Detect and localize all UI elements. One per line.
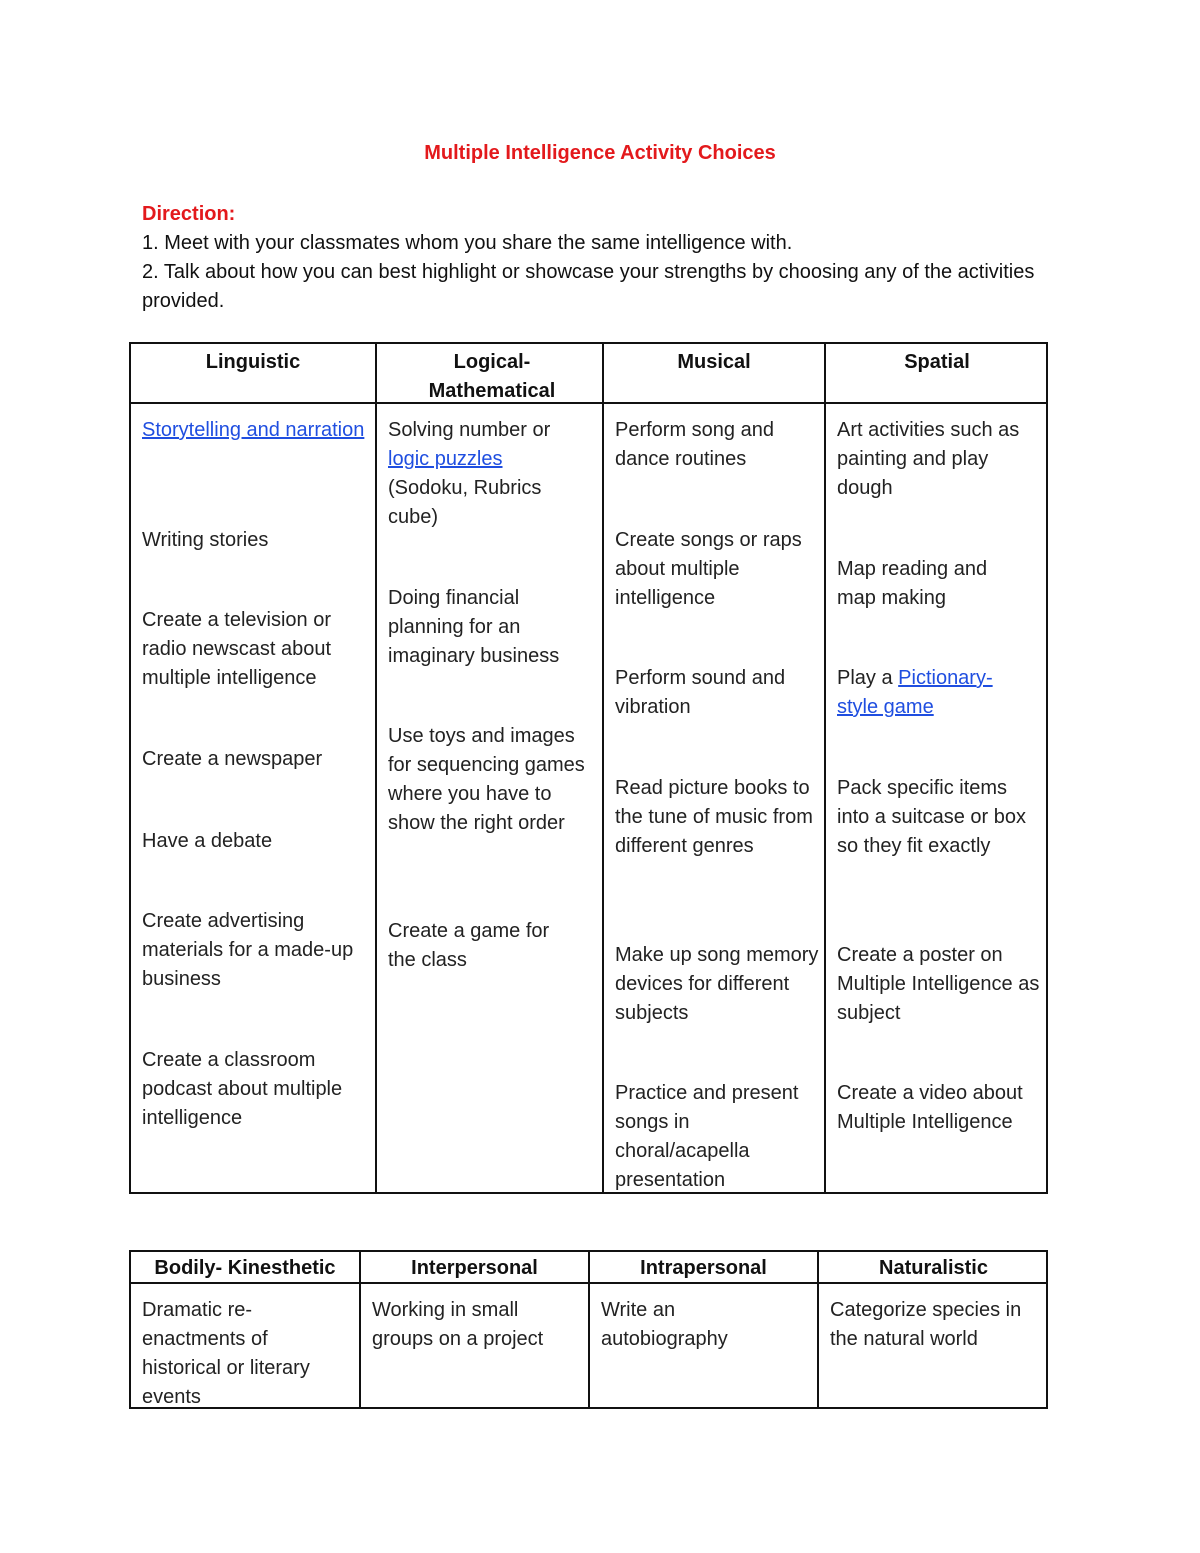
logical-column xyxy=(388,416,593,1186)
direction-step-1: 1. Meet with your classmates whom you share the same intelligence with. xyxy=(142,232,793,254)
list-item: Pack specific items into a suitcase or box so they fit exactly xyxy=(837,777,1026,857)
list-item: Create songs or raps about multiple intelligence xyxy=(615,529,802,609)
table-cell-bodily: Dramatic re-enactments of historical or literary events xyxy=(142,1299,310,1408)
pictionary-prefix: Play a xyxy=(837,667,899,689)
table-cell-intrapersonal: Write an autobiography xyxy=(601,1299,728,1350)
activity-table-2 xyxy=(129,1250,1048,1409)
list-item: Art activities such as painting and play dough xyxy=(837,419,1020,499)
list-item: Practice and present songs in choral/acapella presentation xyxy=(615,1082,799,1191)
list-item: Create a video about Multiple Intelligence xyxy=(837,1082,1023,1133)
header-naturalistic: Naturalistic xyxy=(879,1257,988,1279)
header-musical: Musical xyxy=(677,351,751,373)
table-cell-interpersonal: Working in small groups on a project xyxy=(372,1299,544,1350)
list-item: Writing stories xyxy=(142,529,269,551)
logic-puzzles-link[interactable]: logic puzzles xyxy=(388,448,503,470)
direction-step-2: 2. Talk about how you can best highlight or showcase your strengths by choosing any of the activities provided. xyxy=(142,261,1035,312)
list-item: Perform sound and vibration xyxy=(615,667,786,718)
list-item xyxy=(837,664,1017,722)
header-logical-mathematical: Logical-Mathematical xyxy=(428,351,556,402)
linguistic-column xyxy=(142,416,367,1186)
spatial-column xyxy=(837,416,1042,1186)
list-item: Make up song memory devices for different subjects xyxy=(615,944,819,1024)
list-item: Create a poster on Multiple Intelligence as subject xyxy=(837,944,1040,1024)
header-spatial: Spatial xyxy=(904,351,970,373)
header-intrapersonal: Intrapersonal xyxy=(640,1257,767,1279)
list-item xyxy=(142,416,367,445)
pictionary-link[interactable]: Pictionary-style game xyxy=(837,667,993,718)
list-item: Use toys and images for sequencing games where you have to show the right order xyxy=(388,725,585,834)
column-divider xyxy=(375,344,377,1192)
direction-heading: Direction: xyxy=(142,203,236,225)
puzzle-text: Solving number or xyxy=(388,419,551,441)
header-bodily-kinesthetic: Bodily- Kinesthetic xyxy=(154,1257,336,1279)
list-item: Perform song and dance routines xyxy=(615,419,774,470)
list-item: Doing financial planning for an imaginary business xyxy=(388,587,560,667)
directions xyxy=(142,200,1062,316)
list-item: Create a television or radio newscast about multiple intelligence xyxy=(142,609,332,689)
list-item: Have a debate xyxy=(142,830,273,852)
list-item: Create a newspaper xyxy=(142,748,323,770)
list-item: Create advertising materials for a made-up business xyxy=(142,910,354,990)
header-interpersonal: Interpersonal xyxy=(411,1257,538,1279)
column-divider xyxy=(602,344,604,1192)
page-title: Multiple Intelligence Activity Choices xyxy=(424,142,776,164)
list-item: Create a classroom podcast about multiple intelligence xyxy=(142,1049,343,1129)
table-cell-naturalistic: Categorize species in the natural world xyxy=(830,1299,1022,1350)
list-item: Create a game for the class xyxy=(388,920,550,971)
puzzle-text-suffix: (Sodoku, Rubrics cube) xyxy=(388,477,542,528)
list-item: Map reading and map making xyxy=(837,558,988,609)
activity-table-1 xyxy=(129,342,1048,1194)
storytelling-link[interactable]: Storytelling and narration xyxy=(142,419,365,441)
header-linguistic: Linguistic xyxy=(205,351,301,373)
list-item xyxy=(388,416,558,532)
list-item: Read picture books to the tune of music from different genres xyxy=(615,777,813,857)
column-divider xyxy=(824,344,826,1192)
musical-column xyxy=(615,416,820,1191)
